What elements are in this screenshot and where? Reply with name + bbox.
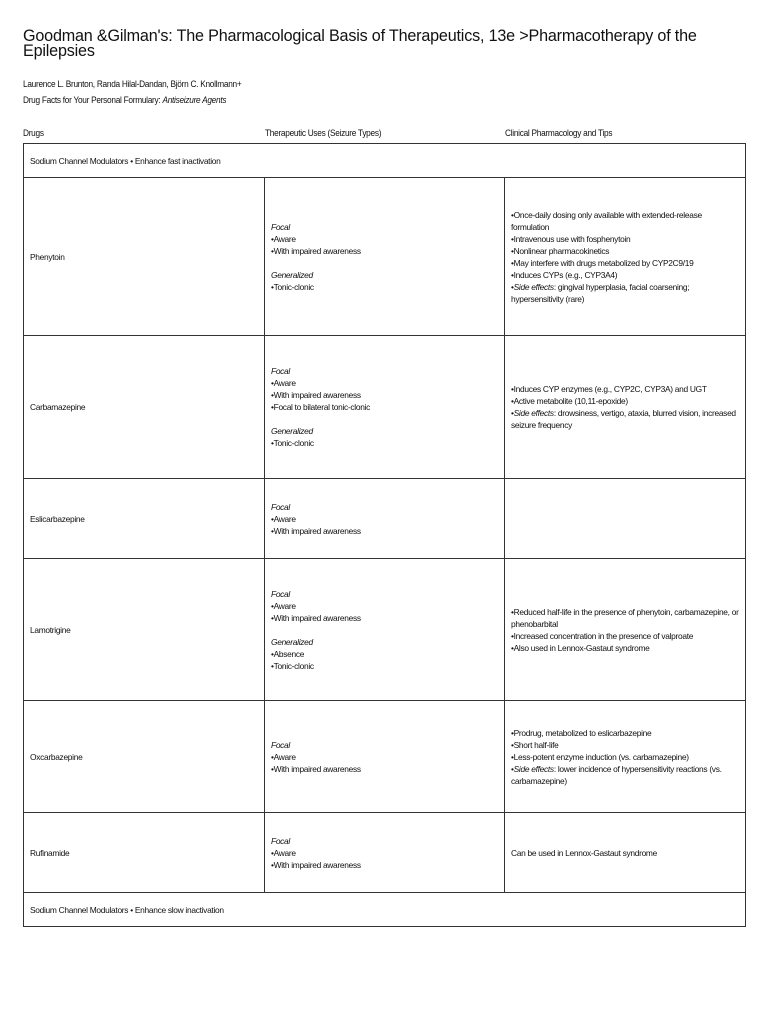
uses-line: •With impaired awareness (271, 612, 361, 623)
uses-line: Generalized (271, 636, 313, 647)
uses-line: •Aware (271, 378, 296, 388)
uses-line: •With impaired awareness (271, 245, 361, 256)
drug-name: Eslicarbazepine (24, 479, 265, 559)
clinical-tips (505, 701, 746, 813)
tip-line: •Reduced half-life in the presence of phenytoin, carbamazepine, or phenobarbital (511, 606, 739, 629)
tip-line: •Increased concentration in the presence of valproate (511, 630, 694, 641)
table-row-lamotrigine (24, 559, 746, 701)
tip-line: •Side effects: drowsiness, vertigo, ataxia, blurred vision, increased seizure frequency (511, 408, 736, 430)
tip-line: •Also used in Lennox-Gastaut syndrome (511, 642, 650, 653)
table-row-eslicarbazepine (24, 479, 746, 559)
uses-line: Focal (271, 739, 290, 750)
section-heading-text: Sodium Channel Modulators • Enhance fast inactivation (30, 155, 221, 166)
tip-line: •Less-potent enzyme induction (vs. carbamazepine) (511, 751, 689, 762)
uses-gap (271, 413, 498, 425)
uses-line: •Tonic-clonic (271, 438, 314, 448)
document-title: Goodman &Gilman's: The Pharmacological Basis of Therapeutics, 13e >Pharmacotherapy of the Epilepsies (23, 26, 697, 60)
clinical-tips (505, 479, 746, 559)
uses-gap (271, 257, 498, 269)
subtitle-prefix: Drug Facts for Your Personal Formulary: (23, 95, 161, 105)
therapeutic-uses (265, 479, 505, 559)
drug-name: Phenytoin (24, 178, 265, 336)
drug-name: Lamotrigine (24, 559, 265, 701)
uses-line: •Aware (271, 233, 296, 244)
drug-name: Carbamazepine (24, 336, 265, 479)
author-line: Laurence L. Brunton, Randa Hilal-Dandan, Björn C. Knollmann+ (23, 79, 242, 89)
uses-line: Focal (271, 835, 290, 846)
tip-line: •Side effects: lower incidence of hypersensitivity reactions (vs. carbamazepine) (511, 763, 722, 786)
side-effects-label: Side effects (513, 281, 554, 292)
tip-line: •Induces CYPs (e.g., CYP3A4) (511, 269, 618, 280)
uses-line: •Aware (271, 513, 296, 524)
clinical-tips (505, 813, 746, 893)
tip-line: •May interfere with drugs metabolized by CYP2C9/19 (511, 257, 694, 268)
uses-line: •Tonic-clonic (271, 660, 314, 671)
uses-line: Generalized (271, 269, 313, 280)
column-header-drugs: Drugs (23, 128, 44, 138)
uses-line: •With impaired awareness (271, 390, 361, 400)
side-effects-label: Side effects (513, 408, 554, 418)
tip-line: •Active metabolite (10,11-epoxide) (511, 396, 628, 406)
clinical-tips (505, 559, 746, 701)
uses-line: Focal (271, 366, 290, 376)
uses-line: Focal (271, 501, 290, 512)
drug-table (23, 143, 746, 927)
uses-line: •Aware (271, 847, 296, 858)
drug-name: Rufinamide (24, 813, 265, 893)
column-header-uses: Therapeutic Uses (Seizure Types) (265, 128, 382, 138)
drug-name: Oxcarbazepine (24, 701, 265, 813)
tip-line: •Induces CYP enzymes (e.g., CYP2C, CYP3A) and UGT (511, 384, 707, 394)
uses-line: •Tonic-clonic (271, 281, 314, 292)
uses-line: •With impaired awareness (271, 525, 361, 536)
tip-line: •Short half-life (511, 739, 559, 750)
tip-line: •Side effects: gingival hyperplasia, facial coarsening; hypersensitivity (rare) (511, 281, 690, 304)
tip-line: •Prodrug, metabolized to eslicarbazepine (511, 727, 652, 738)
uses-line: •With impaired awareness (271, 763, 361, 774)
uses-line: •Absence (271, 648, 305, 659)
section-row (24, 893, 746, 927)
section-heading-fast-inactivation (24, 144, 746, 178)
uses-line: Focal (271, 221, 290, 232)
table-row-carbamazepine (24, 336, 746, 479)
uses-line: Generalized (271, 426, 313, 436)
table-row-oxcarbazepine (24, 701, 746, 813)
therapeutic-uses (265, 559, 505, 701)
tip-line: •Once-daily dosing only available with extended-release formulation (511, 209, 702, 232)
therapeutic-uses (265, 813, 505, 893)
document-subtitle (23, 95, 226, 105)
uses-gap (271, 624, 498, 636)
subtitle-topic: Antiseizure Agents (162, 95, 227, 105)
uses-line: •Aware (271, 600, 296, 611)
column-header-tips: Clinical Pharmacology and Tips (505, 128, 613, 138)
uses-line: •Focal to bilateral tonic-clonic (271, 402, 370, 412)
uses-line: •With impaired awareness (271, 859, 361, 870)
tip-line: •Nonlinear pharmacokinetics (511, 245, 610, 256)
section-heading-slow-inactivation (24, 893, 746, 927)
therapeutic-uses (265, 178, 505, 336)
table-row-rufinamide (24, 813, 746, 893)
tip-line: •Intravenous use with fosphenytoin (511, 233, 631, 244)
clinical-tips (505, 336, 746, 479)
table-row-phenytoin (24, 178, 746, 336)
section-row (24, 144, 746, 178)
therapeutic-uses (265, 336, 505, 479)
uses-line: Focal (271, 588, 290, 599)
section-heading-text: Sodium Channel Modulators • Enhance slow inactivation (30, 904, 224, 915)
uses-line: •Aware (271, 751, 296, 762)
side-effects-label: Side effects (513, 763, 554, 774)
clinical-tips (505, 178, 746, 336)
therapeutic-uses (265, 701, 505, 813)
tip-line: Can be used in Lennox-Gastaut syndrome (511, 847, 657, 858)
